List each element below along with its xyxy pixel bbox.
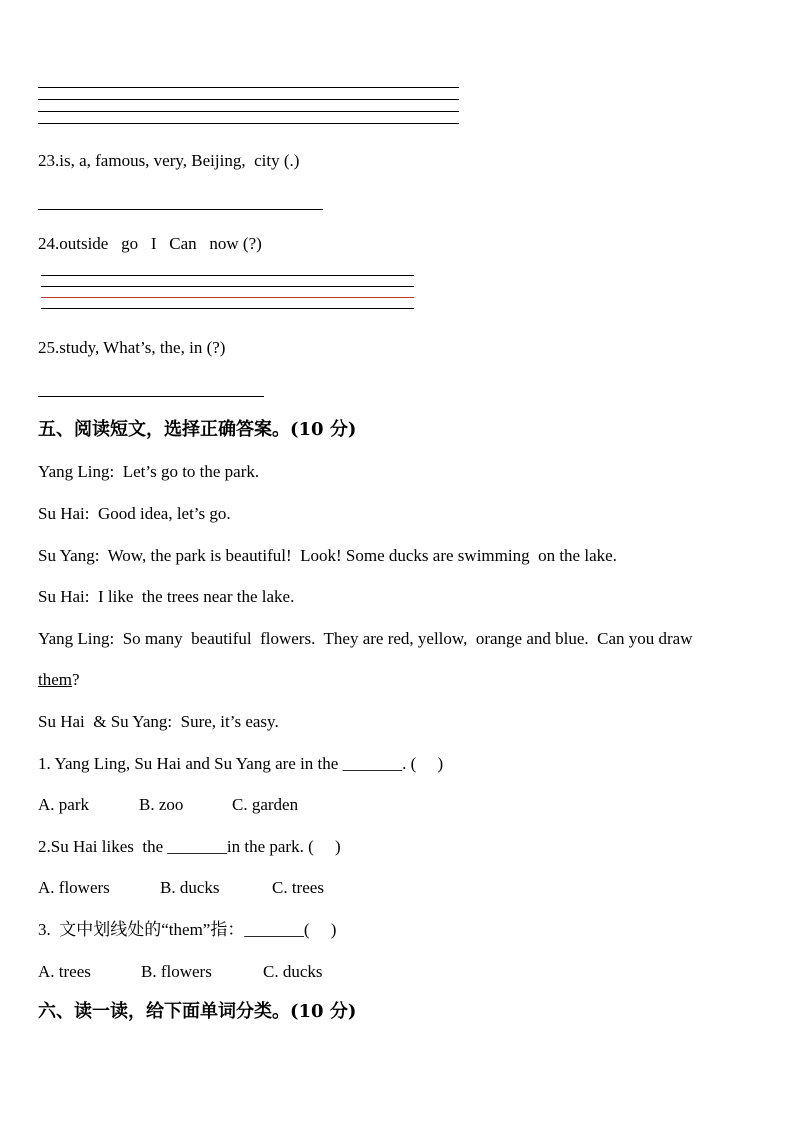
option-a[interactable]: A. park <box>38 795 89 814</box>
section-5-heading: 五、阅读短文，选择正确答案。(10 分) <box>38 419 357 440</box>
option-a[interactable]: A. flowers <box>38 878 110 897</box>
answer-line-25[interactable] <box>38 396 264 397</box>
question-23: 23.is, a, famous, very, Beijing, city (.) <box>38 151 300 170</box>
writing-line[interactable] <box>38 123 459 124</box>
dialogue-line: Su Hai & Su Yang: Sure, it’s easy. <box>38 712 279 731</box>
writing-line[interactable] <box>41 286 414 287</box>
underlined-word-them: them <box>38 670 72 689</box>
option-b[interactable]: B. ducks <box>160 878 220 897</box>
dialogue-line-continuation <box>38 669 80 691</box>
dialogue-line: Su Hai: I like the trees near the lake. <box>38 587 295 606</box>
option-b[interactable]: B. flowers <box>141 962 212 981</box>
dialogue-punctuation: ? <box>72 670 80 689</box>
dialogue-line: Su Yang: Wow, the park is beautiful! Look! Some ducks are swimming on the lake. <box>38 546 617 565</box>
option-c[interactable]: C. ducks <box>263 962 323 981</box>
answer-line-23[interactable] <box>38 209 323 210</box>
option-a[interactable]: A. trees <box>38 962 91 981</box>
writing-line[interactable] <box>41 297 414 298</box>
writing-line[interactable] <box>38 99 459 100</box>
dialogue-line: Yang Ling: So many beautiful flowers. They are red, yellow, orange and blue. Can you draw <box>38 629 693 648</box>
reading-question-2: 2.Su Hai likes the _______in the park. ( ) <box>38 837 341 856</box>
question-24: 24.outside go I Can now (?) <box>38 234 262 253</box>
writing-line[interactable] <box>41 308 414 309</box>
writing-line[interactable] <box>41 275 414 276</box>
section-6-heading: 六、读一读，给下面单词分类。(10 分) <box>38 1001 357 1022</box>
dialogue-line: Su Hai: Good idea, let’s go. <box>38 504 231 523</box>
writing-line[interactable] <box>38 87 459 88</box>
question-25: 25.study, What’s, the, in (?) <box>38 338 226 357</box>
option-b[interactable]: B. zoo <box>139 795 184 814</box>
dialogue-line: Yang Ling: Let’s go to the park. <box>38 462 260 481</box>
reading-question-1: 1. Yang Ling, Su Hai and Su Yang are in the _______. ( ) <box>38 754 444 773</box>
option-c[interactable]: C. trees <box>272 878 324 897</box>
option-c[interactable]: C. garden <box>232 795 299 814</box>
writing-line[interactable] <box>38 111 459 112</box>
reading-question-3: 3. 文中划线处的“them”指：_______( ) <box>38 920 337 939</box>
